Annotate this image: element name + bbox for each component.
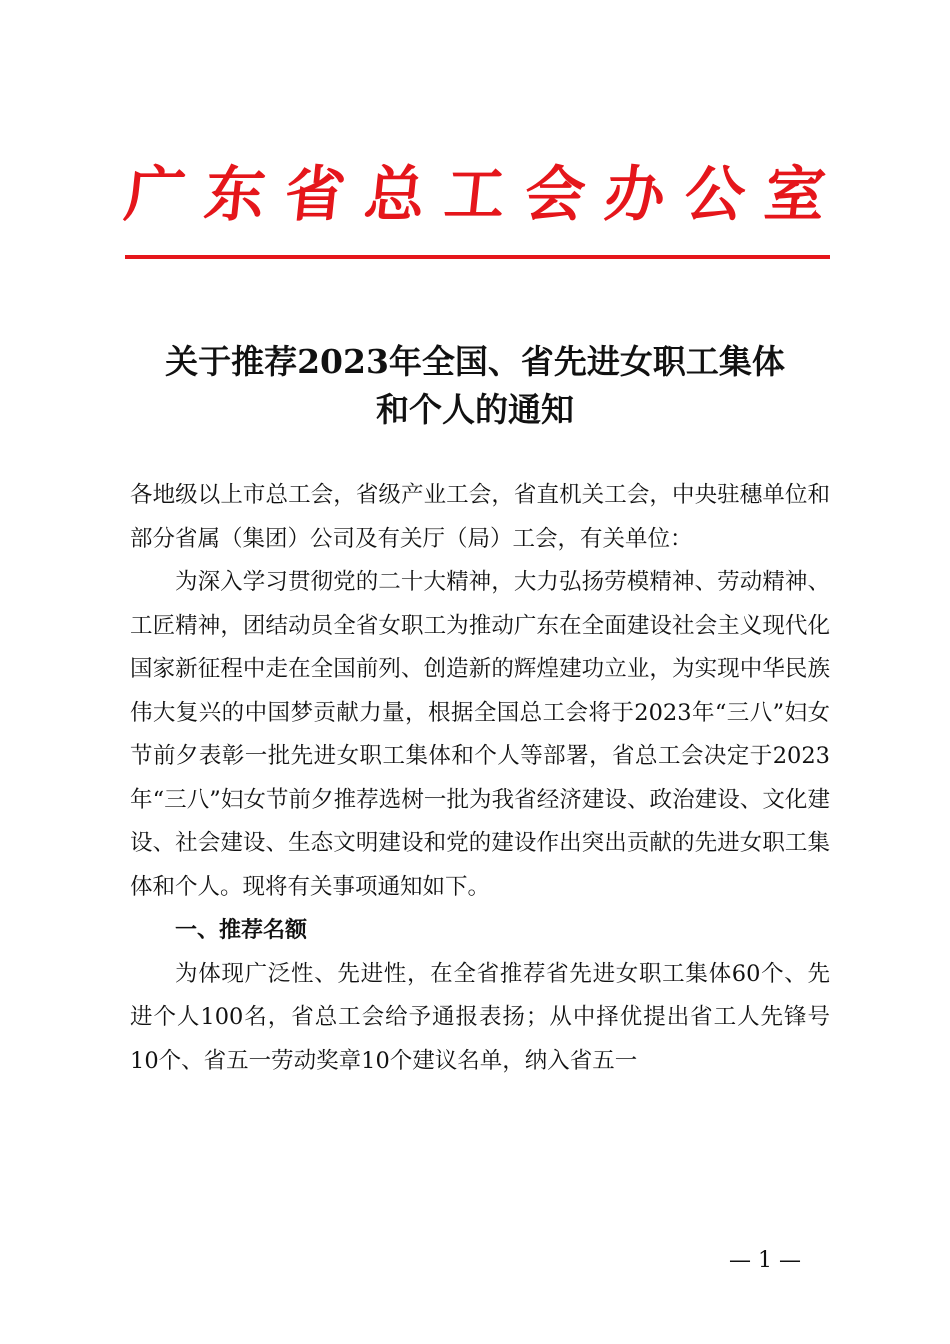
red-divider-rule [125,255,830,259]
masthead-title [120,150,830,240]
masthead-char-1: 广 [121,160,189,230]
masthead-char-3: 省 [281,160,349,230]
masthead-char-8: 公 [681,160,749,230]
masthead-char-2: 东 [201,160,269,230]
document-title-line-1: 关于推荐2023年全国、省先进女职工集体 [165,342,785,381]
masthead-char-5: 工 [441,160,509,230]
document-title [100,338,850,434]
document-title-line-2: 和个人的通知 [376,390,574,429]
masthead-char-6: 会 [521,160,589,230]
body-paragraph-2: 为体现广泛性、先进性，在全省推荐省先进女职工集体60个、先进个人100名，省总工会给予通报表扬；从中择优提出省工人先锋号10个、省五一劳动奖章10个建议名单，纳入省五一 [130,960,830,1074]
section-heading-1: 一、推荐名额 [175,918,308,943]
masthead-char-4: 总 [361,160,429,230]
body-paragraph-1: 为深入学习贯彻党的二十大精神，大力弘扬劳模精神、劳动精神、工匠精神，团结动员全省女职工为推动广东在全面建设社会主义现代化国家新征程中走在全国前列、创造新的辉煌建功立业，为实现中华民族伟大复兴的中国梦贡献力量，根据全国总工会将于2023年“三八”妇女节前夕表彰一批先进女职工集体和个人等部署，省总工会决定于2023年“三八”妇女节前夕推荐选树一批为我省经济建设、政治建设、文化建设、社会建设、生态文明建设和党的建设作出突出贡献的先进女职工集体和个人。现将有关事项通知如下。 [130,569,830,900]
masthead-char-9: 室 [761,160,829,230]
page-number: — 1 — [729,1248,801,1273]
document-body [130,474,830,1083]
addressee: 各地级以上市总工会，省级产业工会，省直机关工会，中央驻穗单位和部分省属（集团）公司及有关厅（局）工会，有关单位： [130,482,830,552]
masthead-char-7: 办 [601,160,669,230]
